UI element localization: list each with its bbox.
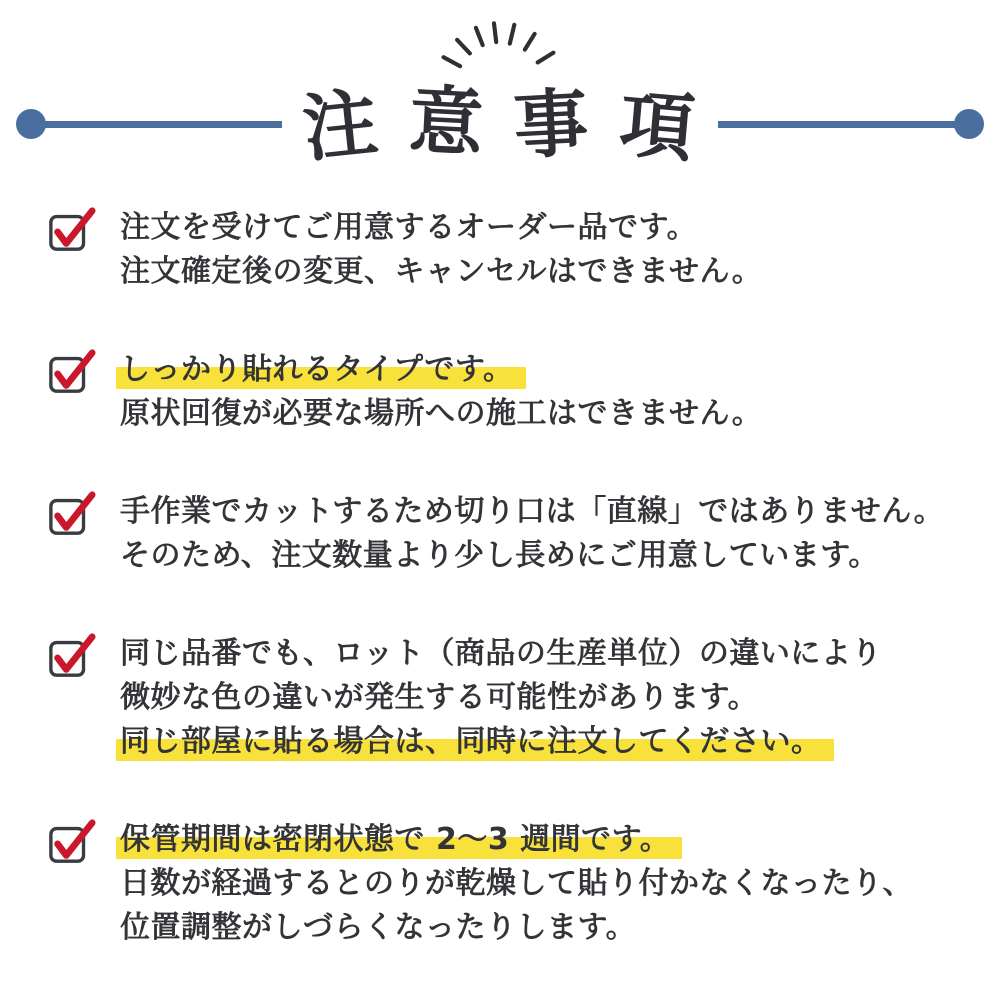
- checkbox-checked-icon: [48, 632, 96, 680]
- item-line: [120, 818, 970, 862]
- notice-item-text: [120, 348, 970, 436]
- checkbox-checked-icon: [48, 206, 96, 254]
- item-line-text: 微妙な色の違いが発生する可能性があります。: [120, 680, 759, 715]
- accent-line-left: [41, 121, 282, 128]
- accent-dot-right: [954, 109, 984, 139]
- item-line-text: 位置調整がしづらくなったりします。: [120, 910, 637, 945]
- notice-item: [48, 632, 970, 764]
- notice-item: [48, 818, 970, 950]
- item-line: [120, 250, 970, 294]
- page-title: [298, 77, 701, 174]
- title-char: 注: [298, 79, 385, 173]
- item-line: [120, 348, 970, 392]
- item-line-text: 原状回復が必要な場所への施工はできません。: [120, 396, 763, 431]
- accent-rule-right: [723, 109, 984, 139]
- item-line: [120, 392, 970, 436]
- item-line-text-highlighted: 保管期間は密閉状態で 2〜3 週間です。: [116, 822, 682, 859]
- item-line: [120, 490, 970, 534]
- accent-line-right: [718, 121, 959, 128]
- item-line-text: 手作業でカットするため切り口は「直線」ではありません。: [120, 494, 945, 529]
- item-line: [120, 862, 970, 906]
- emphasis-rays-icon: [425, 12, 575, 76]
- notice-item: [48, 206, 970, 294]
- notice-item: [48, 348, 970, 436]
- title-char: 意: [406, 77, 488, 167]
- title-char: 事: [512, 80, 594, 170]
- item-line: [120, 632, 970, 676]
- header: [0, 0, 1000, 172]
- notice-item-text: [120, 206, 970, 294]
- notice-item-text: [120, 632, 970, 764]
- notice-list: [48, 206, 970, 950]
- item-line-text: そのため、注文数量より少し長めにご用意しています。: [120, 538, 879, 573]
- notice-item: [48, 490, 970, 578]
- item-line: [120, 534, 970, 578]
- item-line: [120, 720, 970, 764]
- item-line-text-highlighted: 同じ部屋に貼る場合は、同時に注文してください。: [116, 724, 834, 761]
- item-line: [120, 676, 970, 720]
- item-line-text: 日数が経過するとのりが乾燥して貼り付かなくなったり、: [120, 866, 913, 901]
- checkbox-checked-icon: [48, 490, 96, 538]
- item-line-text-highlighted: しっかり貼れるタイプです。: [116, 352, 526, 389]
- title-row: [0, 76, 1000, 172]
- item-line: [120, 206, 970, 250]
- checkbox-checked-icon: [48, 348, 96, 396]
- item-line-text: 注文確定後の変更、キャンセルはできません。: [120, 254, 763, 289]
- item-line-text: 注文を受けてご用意するオーダー品です。: [120, 210, 698, 245]
- title-char: 項: [616, 80, 701, 174]
- accent-rule-left: [16, 109, 277, 139]
- item-line-text: 同じ品番でも、ロット（商品の生産単位）の違いにより: [120, 636, 882, 671]
- item-line: [120, 906, 970, 950]
- notice-item-text: [120, 818, 970, 950]
- checkbox-checked-icon: [48, 818, 96, 866]
- notice-item-text: [120, 490, 970, 578]
